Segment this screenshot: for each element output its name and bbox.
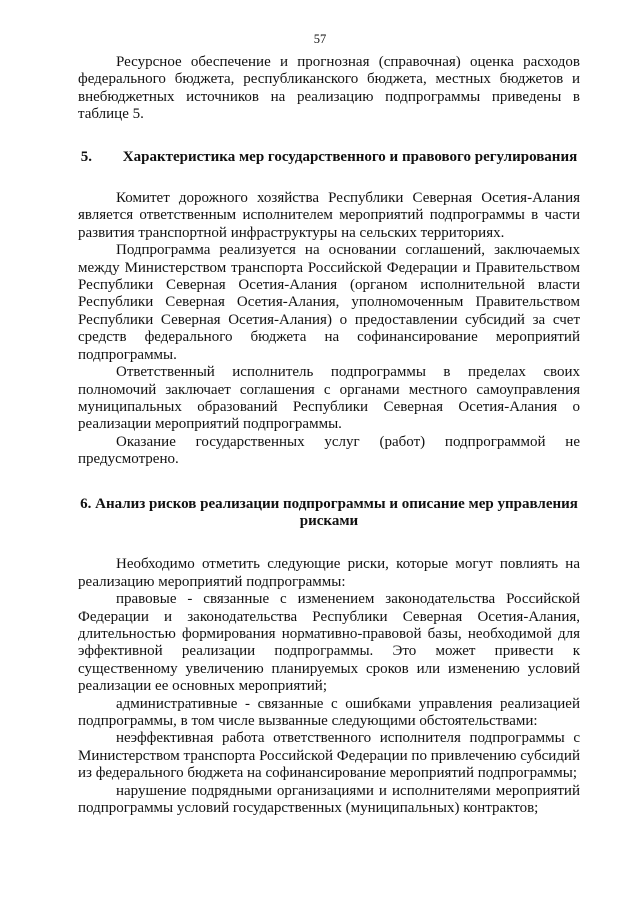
section-6-paragraph: неэффективная работа ответственного исполнителя подпрограммы с Министерством транспорта Российской Федерации по привлечению субсидий из федерального бюджета на софинансирование мероприятий подпрограммы; [78,730,580,782]
section-6-paragraph: правовые - связанные с изменением законодательства Российской Федерации и законодательства Республики Северная Осетия-Алания, длительностью формирования нормативно-правовой базы, необходимой для эффективной реализации подпрограммы. Это может привести к существенному увеличению планируемых сроков или изменению условий реализации ее основных мероприятий; [78,591,580,695]
section-6-paragraph: Необходимо отметить следующие риски, которые могут повлиять на реализацию мероприятий подпрограммы: [78,556,580,590]
page-number: 57 [313,32,327,46]
section-5-paragraph: Оказание государственных услуг (работ) подпрограммой не предусмотрено. [78,433,580,468]
section-6-heading: 6. Анализ рисков реализации подпрограммы и описание мер управления рисками [80,495,578,529]
section-5-title: Характеристика мер государственного и правового регулирования [122,148,578,165]
section-5-paragraph: Подпрограмма реализуется на основании соглашений, заключаемых между Министерством транспорта Российской Федерации и Правительством Республики Северная Осетия-Алания (органом исполнительной власти Республики Северная Осетия-Алания, уполномоченным Правительством Республики Северная Осетия-Алания) о предоставлении субсидий за счет средств федерального бюджета на софинансирование мероприятий подпрограммы. [78,242,580,363]
intro-paragraph: Ресурсное обеспечение и прогнозная (справочная) оценка расходов федерального бюджета, республиканского бюджета, местных бюджетов и внебюджетных источников на реализацию подпрограммы приведены в таблице 5. [78,54,580,123]
section-5-number: 5. [80,148,93,165]
section-6-paragraph: нарушение подрядными организациями и исполнителями мероприятий подпрограммы условий государственных (муниципальных) контрактов; [78,782,580,817]
section-5-heading [78,149,580,166]
section-6-paragraph: административные - связанные с ошибками управления реализацией подпрограммы, в том числе вызванные следующими обстоятельствами: [78,695,580,729]
page-content [78,54,580,817]
section-5-paragraph: Ответственный исполнитель подпрограммы в пределах своих полномочий заключает соглашения с органами местного самоуправления муниципальных образований Республики Северная Осетия-Алания о реализации мероприятий подпрограммы. [78,364,580,433]
section-5-paragraph: Комитет дорожного хозяйства Республики Северная Осетия-Алания является ответственным исполнителем мероприятий подпрограммы в части развития транспортной инфраструктуры на сельских территориях. [78,190,580,241]
